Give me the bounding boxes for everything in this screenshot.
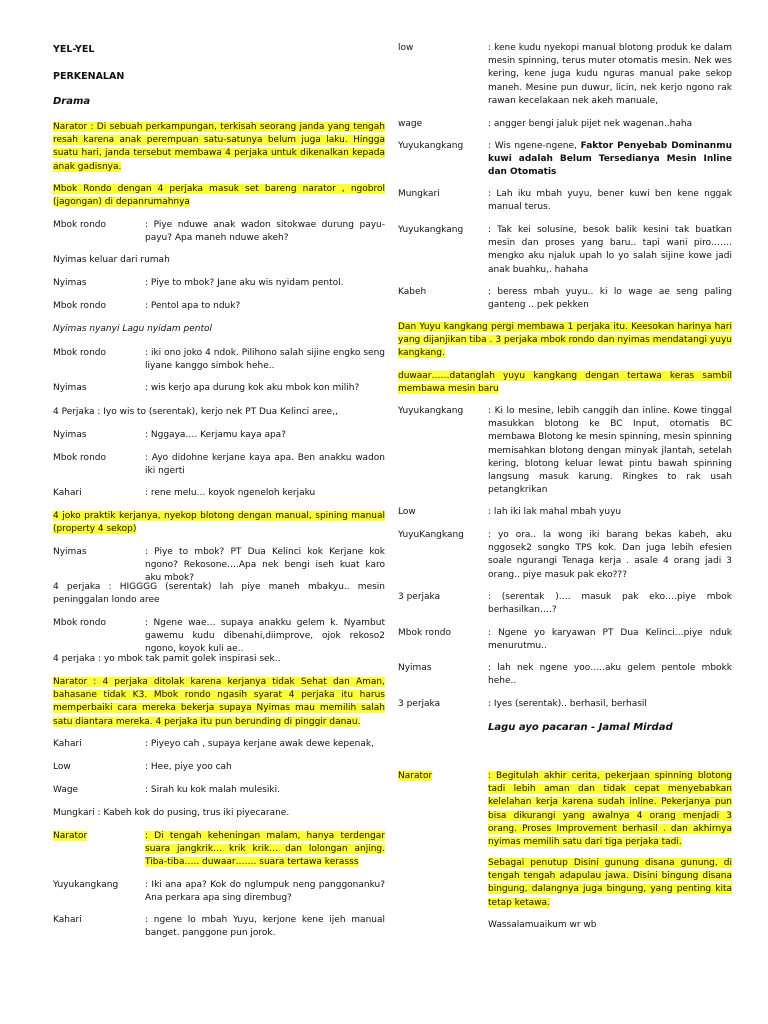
stage-direction: Mbok Rondo dengan 4 perjaka masuk set bareng narator , ngobrol (jagongan) di depanrumahnya [53,184,385,208]
dialogue-line: Nyimas : Piye to mbok? Jane aku wis nyidam pentol. [53,278,344,288]
stage-direction: Dan Yuyu kangkang pergi membawa 1 perjaka itu. Keesokan harinya hari yang dijanjikan tiba . 3 perjaka mbok rondo dan nyimas mendatangi yuyu kangkang. [398,322,732,359]
section-heading: Drama [53,96,91,107]
dialogue-line: Mbok rondo : iki ono joko 4 ndok. Pilihono salah sijine engko seng liyane kanggo simbok hehe.. [53,348,385,372]
dialogue-line: Nyimas : Nggaya…. Kerjamu kaya apa? [53,430,286,440]
narator-intro: Narator : Di sebuah perkampungan, terkisah seorang janda yang tengah resah karena anak perempuan satu-satunya belum juga laku. Hingga suatu hari, janda tersebut membawa 4 perjaka untuk dikenalkan kepada anak gadisnya. [53,122,385,172]
dialogue-line: Wage : Sirah ku kok malah mulesiki. [53,785,280,795]
dialogue-line: Narator : Di tengah keheningan malam, hanya terdengar suara jangkrik… krik krik… dan lolongan anjing. Tiba-tiba….. duwaar……. suara tertawa kerasss [53,831,385,868]
dialogue-line: Kahari : Piyeyo cah , supaya kerjane awak dewe kepenak, [53,739,374,749]
closing-text: Sebagai penutup Disini gunung disana gunung, di tengah tengah adapulau jawa. Disini bingung disana bingung, dalangnya juga bingung, yang penting kita tetap ketawa. [488,858,732,908]
dialogue-line: Low : Hee, piye yoo cah [53,762,232,772]
dialogue-line: Low : lah iki lak mahal mbah yuyu [398,507,622,517]
dialogue-line: Mbok rondo : Piye nduwe anak wadon sitokwae durung payu-payu? Apa maneh nduwe akeh? [53,220,385,244]
narator-block: Narator : 4 perjaka ditolak karena kerjanya tidak Sehat dan Aman, bahasane tidak K3. Mbok rondo ngasih syarat 4 perjaka itu harus memperbaiki cara mereka bekerja supaya Nyimas mau memilih salah satu diantara mereka. 4 perjaka itu pun berunding di pinggir danau. [53,677,385,727]
dialogue-line: YuyuKangkang : yo ora.. la wong iki barang bekas kabeh, aku nggosek2 songko TPS kok. Dan juga lebih efesien soale ngurangi Tenaga kerja . asale 4 orang jadi 3 orang.. piye masuk pak eko??? [398,530,732,580]
subtitle: PERKENALAN [53,71,125,82]
dialogue-line: Mbok rondo : Ngene yo karyawan PT Dua Kelinci…piye nduk menurutmu.. [398,628,732,652]
dialogue-line: 4 perjaka : HIGGGG (serentak) lah piye maneh mbakyu.. mesin peninggalan londo aree [53,582,385,606]
dialogue-line: Yuyukangkang : Ki lo mesine, lebih canggih dan inline. Kowe tinggal masukkan blotong ke BC Input, otomatis BC membawa Blotong ke mesin spinning, mesin spinning memisahkan blotong dengan minyak jlantah, setelah kering, blotong keluar lewat pintu bawah spinning langsung masuk karung. Ringkes to rak usah petangkrikan [398,406,732,496]
song-title: Lagu ayo pacaran - Jamal Mirdad [488,722,673,733]
dialogue-line: Yuyukangkang : Wis ngene-ngene, Faktor Penyebab Dominanmu kuwi adalah Belum Tersedianya Mesin Inline dan Otomatis [398,141,732,178]
dialogue-line: 3 perjaka : (serentak )…. masuk pak eko….piye mbok berhasilkan….? [398,592,732,616]
dialogue-line: Nyimas : Piye to mbok? PT Dua Kelinci kok Kerjane kok ngono? Rekosone….Apa nek bengi iseh kuat karo aku mbok? [53,547,385,584]
dialogue-line: Kahari : rene melu… koyok ngeneloh kerjaku [53,488,316,498]
stage-direction: duwaar……datanglah yuyu kangkang dengan tertawa keras sambil membawa mesin baru [398,371,732,395]
dialogue-line: Mbok rondo : Pentol apa to nduk? [53,301,241,311]
stage-direction: 4 joko praktik kerjanya, nyekop blotong dengan manual, spining manual (property 4 sekop) [53,511,385,535]
dialogue-line: Nyimas : wis kerjo apa durung kok aku mbok kon milih? [53,383,360,393]
dialogue-line: 3 perjaka : Iyes (serentak).. berhasil, berhasil [398,699,647,709]
dialogue-line: wage : angger bengi jaluk pijet nek wagenan..haha [398,119,693,129]
title: YEL-YEL [53,44,95,55]
dialogue-line: Nyimas : lah nek ngene yoo…..aku gelem pentole mbokk hehe.. [398,663,732,687]
dialogue-line: Kahari : ngene lo mbah Yuyu, kerjone kene ijeh manual banget. panggone pun jorok. [53,915,385,939]
dialogue-line: Mungkari : Kabeh kok do pusing, trus iki piyecarane. [53,808,290,818]
dialogue-line: Kabeh : beress mbah yuyu.. ki lo wage ae seng paling ganteng .. pek pekken [398,287,732,311]
dialogue-line: 4 perjaka : yo mbok tak pamit golek inspirasi sek.. [53,654,281,664]
dialogue-line: low : kene kudu nyekopi manual blotong produk ke dalam mesin spinning, terus muter otomatis mesin. Nek wes kering, kene juga kudu nguras manual pake sekop maneh. Mesine pun duwur, licin, nek kerjo ngono rak rawan kecelakaan nek akeh manuale, [398,43,732,106]
dialogue-line: Mbok rondo : Ayo didohne kerjane kaya apa. Ben anakku wadon iki ngerti [53,453,385,477]
stage-direction: Nyimas keluar dari rumah [53,255,170,265]
dialogue-line: Mungkari : Lah iku mbah yuyu, bener kuwi ben kene nggak manual terus. [398,189,732,213]
dialogue-line: Narator : Begitulah akhir cerita, pekerjaan spinning blotong tadi lebih aman dan tidak cepat menyebabkan kelelahan kerja karena sudah inline. Pekerjanya pun bisa dikurangi yang awalnya 4 orang menjadi 3 orang. Proses Improvement berhasil . dan akhirnya nyimas memilih satu dari tiga perjaka tadi. [398,771,732,848]
closing-greeting: Wassalamuaikum wr wb [488,920,597,930]
dialogue-line: Mbok rondo : Ngene wae… supaya anakku gelem k. Nyambut gawemu kudu dibenahi,diimprove, ojok rekoso2 ngono, koyok kuli ae.. [53,618,385,655]
dialogue-line: Yuyukangkang : Iki ana apa? Kok do nglumpuk neng panggonanku? Ana perkara apa sing dirembug? [53,880,385,904]
stage-direction: Nyimas nyanyi Lagu nyidam pentol [53,324,213,334]
dialogue-line: Yuyukangkang : Tak kei solusine, besok balik kesini tak buatkan mesin dan proses yang baru.. tapi wani piro……. mengko aku njaluk upah lo yo salah sijine kowe jadi anak buahku,. hahaha [398,225,732,275]
dialogue-line: 4 Perjaka : Iyo wis to (serentak), kerjo nek PT Dua Kelinci aree,, [53,407,338,417]
